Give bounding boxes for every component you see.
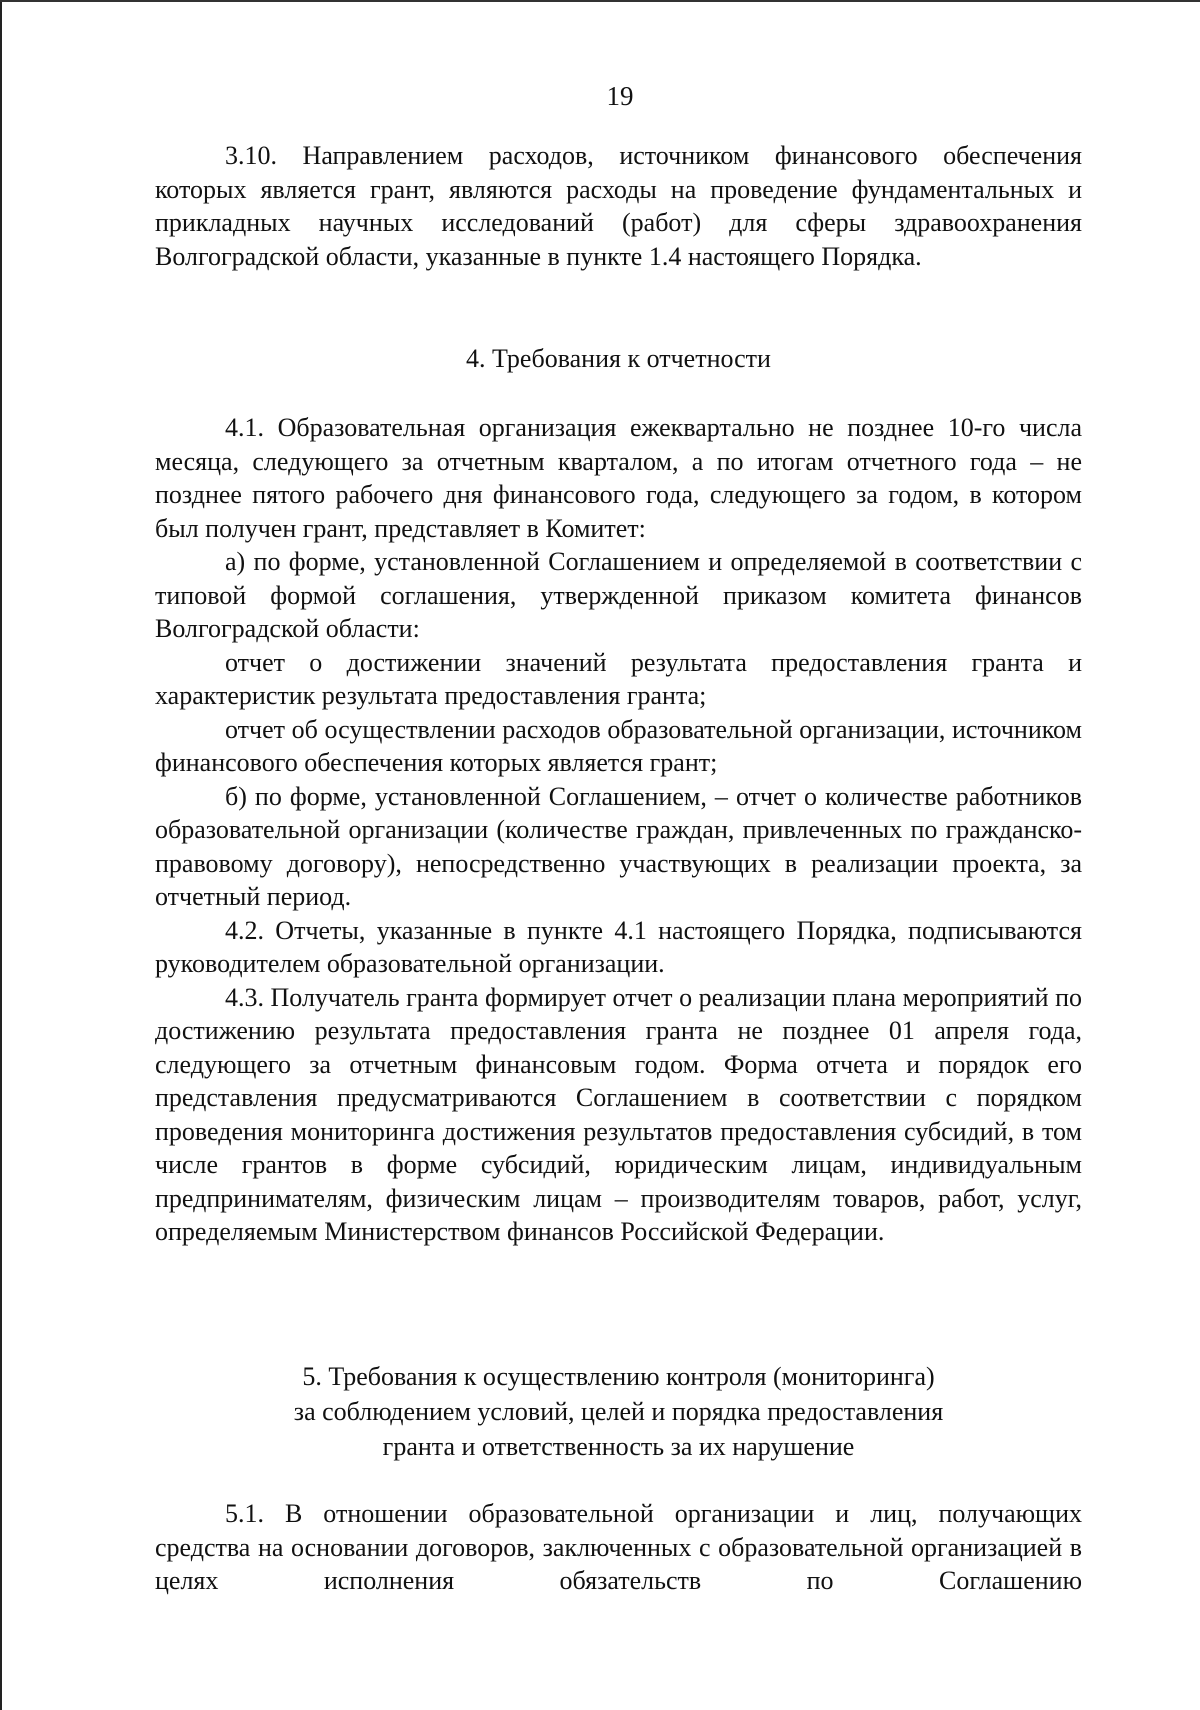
heading-line: 4. Требования к отчетности [466, 344, 771, 373]
paragraph: отчет о достижении значений результата предоставления гранта и характеристик результата предоставления гранта; [155, 647, 1082, 710]
paragraph: 5.1. В отношении образовательной организации и лиц, получающих средства на основании договоров, заключенных с образовательной организацией в целях исполнения обязательств по Соглашению [155, 1499, 1082, 1595]
paragraph: 4.2. Отчеты, указанные в пункте 4.1 настоящего Порядка, подписываются руководителем образовательной организации. [155, 915, 1082, 978]
paragraph: отчет об осуществлении расходов образовательной организации, источником финансового обеспечения которых является грант; [155, 714, 1082, 777]
section-4-body [155, 411, 1082, 1249]
heading-line: 5. Требования к осуществлению контроля (мониторинга) [302, 1362, 935, 1391]
section-5-heading [155, 1359, 1082, 1464]
paragraph: 4.1. Образовательная организация ежеквартально не позднее 10-го числа месяца, следующего за отчетным кварталом, а по итогам отчетного года – не позднее пятого рабочего дня финансового года, следующего за годом, в котором был получен грант, представляет в Комитет: [155, 413, 1082, 543]
section-4-heading [155, 341, 1082, 376]
scan-top-line [0, 0, 1200, 2]
section-5-1 [155, 1497, 1082, 1598]
paragraph: а) по форме, установленной Соглашением и определяемой в соответствии с типовой формой соглашения, утвержденной приказом комитета финансов Волгоградской области: [155, 547, 1082, 643]
paragraph: 3.10. Направлением расходов, источником финансового обеспечения которых является грант, являются расходы на проведение фундаментальных и прикладных научных исследований (работ) для сферы здравоохранения Волгоградской области, указанные в пункте 1.4 настоящего Порядка. [155, 141, 1082, 271]
paragraph: 4.3. Получатель гранта формирует отчет о реализации плана мероприятий по достижению результата предоставления гранта не позднее 01 апреля года, следующего за отчетным финансовым годом. Форма отчета и порядок его представления предусматриваются Соглашением в соответствии с порядком проведения мониторинга достижения результатов предоставления субсидий, в том числе грантов в форме субсидий, юридическим лицам, индивидуальным предпринимателям, физическим лицам – производителям товаров, работ, услуг, определяемым Министерством финансов Российской Федерации. [155, 982, 1082, 1246]
heading-line: за соблюдением условий, целей и порядка предоставления [293, 1397, 944, 1426]
scan-edge-line [0, 0, 2, 1710]
paragraph: б) по форме, установленной Соглашением, – отчет о количестве работников образовательной организации (количестве граждан, привлеченных по гражданско-правовому договору), непосредственно участвующих в реализации проекта, за отчетный период. [155, 781, 1082, 911]
section-3-10 [155, 139, 1082, 273]
heading-line: гранта и ответственность за их нарушение [382, 1432, 855, 1461]
page-number: 19 [606, 81, 634, 111]
